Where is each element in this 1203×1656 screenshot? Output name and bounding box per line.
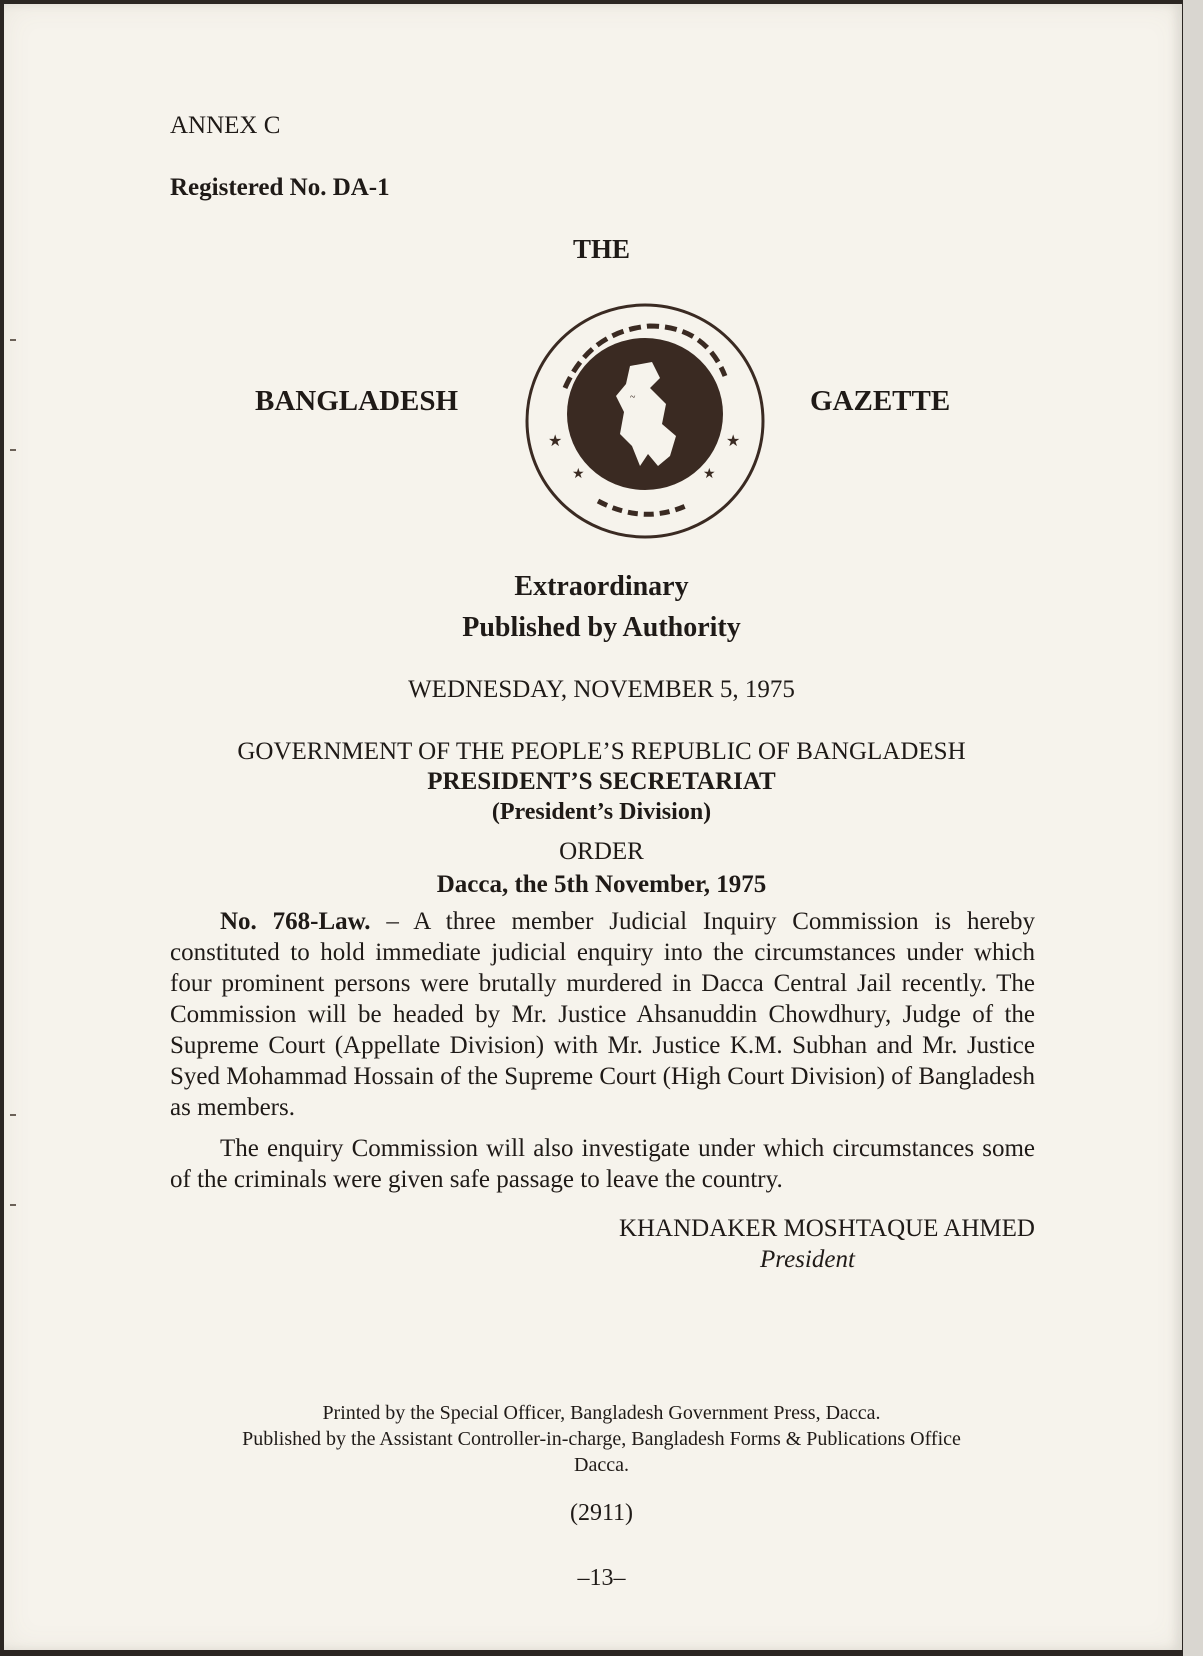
registered-number: Registered No. DA-1 [170, 174, 390, 201]
signatory-title: President [760, 1246, 855, 1273]
imprint-footer [0, 1400, 1203, 1478]
binding-mark [10, 449, 16, 451]
paragraph-1-text: – A three member Judicial Inquiry Commission is hereby constituted to hold immediate judicial enquiry into the circumstances under which four prominent persons were brutally murdered in Dacca Central Jail recently. The Commission will be headed by Mr. Justice Ahsanuddin Chowdhury, Judge of the Supreme Court (Appellate Division) with Mr. Justice K.M. Subhan and Mr. Justice Syed Mohammad Hossain of the Supreme Court (High Court Division) of Bangladesh as members. [170, 908, 1035, 1121]
annex-label: ANNEX C [170, 112, 281, 139]
order-paragraph-1 [170, 906, 1035, 1123]
law-number: No. 768-Law. [220, 908, 371, 935]
svg-text:~: ~ [630, 392, 636, 403]
division-heading: (President’s Division) [491, 799, 712, 825]
binding-mark [10, 1114, 16, 1116]
signatory-name: KHANDAKER MOSHTAQUE AHMED [618, 1215, 1035, 1242]
printed-by-line: Printed by the Special Officer, Bangladesh Government Press, Dacca. [322, 1402, 881, 1424]
order-place-date: Dacca, the 5th November, 1975 [436, 871, 767, 898]
svg-text:★: ★ [548, 433, 563, 450]
svg-text:★: ★ [572, 467, 585, 482]
published-by-authority: Published by Authority [462, 612, 741, 643]
issue-date: WEDNESDAY, NOVEMBER 5, 1975 [408, 676, 795, 703]
order-heading: ORDER [559, 838, 644, 865]
gazette-the: THE [572, 234, 631, 264]
page-number: –13– [577, 1565, 626, 1591]
gazette-title-left: BANGLADESH [255, 385, 459, 417]
gazette-title-right: GAZETTE [810, 385, 951, 417]
paragraph-2-text: The enquiry Commission will also investigate under which circumstances some of the criminals were given safe passage to leave the country. [170, 1135, 1035, 1193]
secretariat-heading: PRESIDENT’S SECRETARIAT [427, 768, 776, 795]
svg-text:★: ★ [703, 467, 716, 482]
binding-mark [10, 339, 16, 341]
imprint-city: Dacca. [574, 1454, 629, 1476]
extraordinary-label: Extraordinary [514, 571, 689, 602]
order-paragraph-2 [170, 1133, 1035, 1195]
binding-mark [10, 1204, 16, 1206]
published-by-line: Published by the Assistant Controller-in-charge, Bangladesh Forms & Publications Office [242, 1428, 961, 1450]
gazette-page-number: (2911) [569, 1500, 634, 1526]
svg-text:★: ★ [726, 433, 741, 450]
government-seal-icon [520, 296, 770, 546]
government-heading: GOVERNMENT OF THE PEOPLE’S REPUBLIC OF BANGLADESH [237, 738, 966, 765]
